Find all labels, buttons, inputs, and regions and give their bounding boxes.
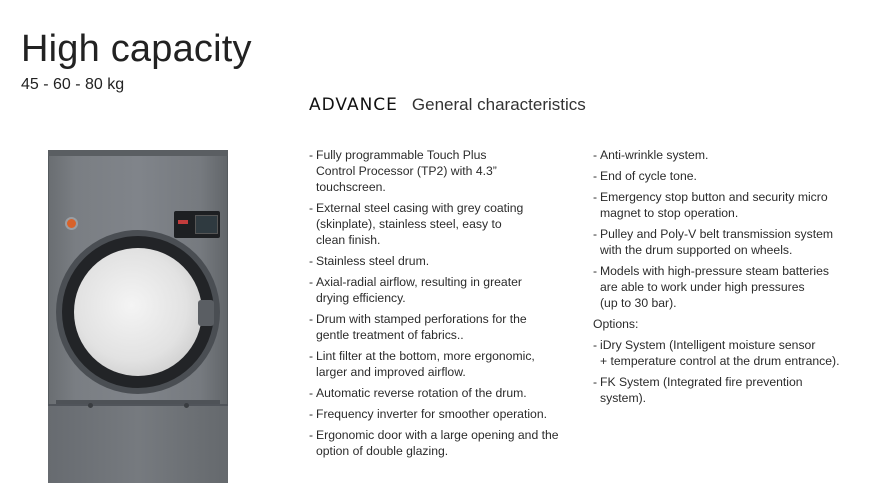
- brand-badge-icon: [178, 220, 188, 224]
- capacity-range: 45 - 60 - 80 kg: [21, 76, 125, 93]
- bullet-dash: -: [593, 338, 598, 352]
- machine-rail: [56, 400, 220, 404]
- bullet-dash: -: [593, 264, 598, 278]
- option-text: FK System (Integrated fire prevention system).: [600, 375, 803, 405]
- feature-item: [593, 168, 873, 184]
- feature-text: End of cycle tone.: [600, 169, 697, 183]
- bullet-dash: -: [309, 349, 314, 363]
- bullet-dash: -: [309, 254, 314, 268]
- option-item: [593, 337, 873, 369]
- section-title: General characteristics: [411, 95, 586, 114]
- bullet-dash: -: [309, 386, 314, 400]
- page-title: High capacity: [21, 28, 252, 70]
- door-glass: [74, 248, 202, 376]
- machine-top-edge: [48, 150, 228, 156]
- feature-text: Axial-radial airflow, resulting in greater drying efficiency.: [316, 275, 522, 305]
- feature-text: Frequency inverter for smoother operation.: [316, 407, 547, 421]
- feature-item: [309, 406, 579, 422]
- feature-item: [309, 427, 579, 459]
- brand-logo: ADVANCE: [309, 95, 398, 115]
- door-hinge: [198, 300, 214, 326]
- feature-item: [309, 348, 579, 380]
- feature-text: Models with high-pressure steam batteries are able to work under high pressures (up to 30 bar).: [600, 264, 829, 310]
- bullet-dash: -: [309, 148, 314, 162]
- bullet-dash: -: [593, 169, 598, 183]
- bullet-dash: -: [309, 201, 314, 215]
- options-label: Options:: [593, 317, 639, 331]
- feature-text: Emergency stop button and security micro magnet to stop operation.: [600, 190, 828, 220]
- feature-item: [309, 385, 579, 401]
- screw-icon: [88, 403, 93, 408]
- feature-item: [593, 189, 873, 221]
- features-left-column: [309, 147, 579, 464]
- feature-item: [309, 274, 579, 306]
- feature-text: Automatic reverse rotation of the drum.: [316, 386, 527, 400]
- feature-text: Lint filter at the bottom, more ergonomic, larger and improved airflow.: [316, 349, 535, 379]
- section-header: [309, 95, 586, 115]
- feature-item: [593, 226, 873, 258]
- bullet-dash: -: [309, 312, 314, 326]
- feature-item: [593, 263, 873, 311]
- bullet-dash: -: [593, 227, 598, 241]
- feature-text: Anti-wrinkle system.: [600, 148, 709, 162]
- feature-item: [309, 253, 579, 269]
- feature-text: Pulley and Poly-V belt transmission system with the drum supported on wheels.: [600, 227, 834, 257]
- feature-item: [309, 200, 579, 248]
- control-panel: [174, 211, 220, 238]
- emergency-stop-icon: [65, 217, 78, 230]
- bullet-dash: -: [309, 275, 314, 289]
- feature-text: External steel casing with grey coating (skinplate), stainless steel, easy to clean finish.: [316, 201, 524, 247]
- feature-text: Fully programmable Touch Plus Control Processor (TP2) with 4.3” touchscreen.: [316, 148, 497, 194]
- bullet-dash: -: [593, 148, 598, 162]
- option-item: [593, 374, 873, 406]
- machine-lint-panel: [48, 404, 228, 483]
- feature-item: [309, 311, 579, 343]
- feature-item: [593, 147, 873, 163]
- bullet-dash: -: [593, 375, 598, 389]
- feature-text: Drum with stamped perforations for the gentle treatment of fabrics..: [316, 312, 527, 342]
- feature-item: [309, 147, 579, 195]
- features-right-column: [593, 147, 873, 411]
- bullet-dash: -: [309, 407, 314, 421]
- bullet-dash: -: [309, 428, 314, 442]
- bullet-dash: -: [593, 190, 598, 204]
- option-text: iDry System (Intelligent moisture sensor + temperature control at the drum entrance).: [600, 338, 840, 368]
- dryer-machine-image: [48, 150, 228, 483]
- touchscreen-icon: [195, 215, 218, 234]
- screw-icon: [184, 403, 189, 408]
- feature-text: Stainless steel drum.: [316, 254, 430, 268]
- feature-text: Ergonomic door with a large opening and the option of double glazing.: [316, 428, 559, 458]
